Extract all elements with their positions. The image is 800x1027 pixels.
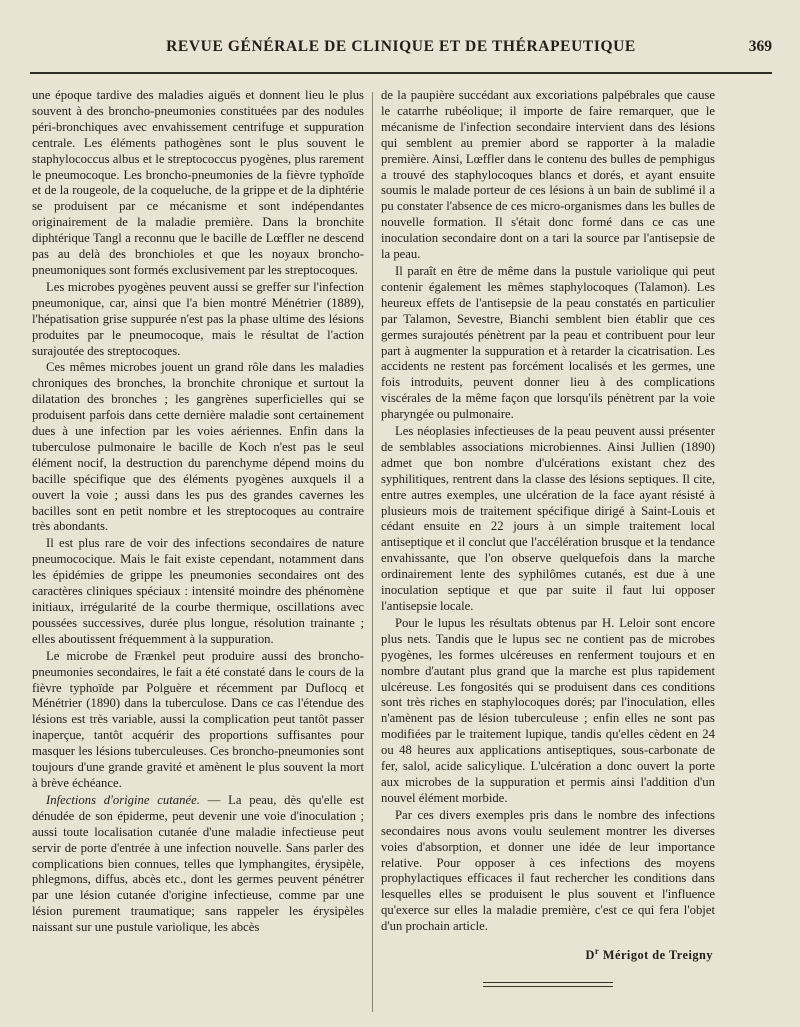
paragraph: Il est plus rare de voir des infections secondaires de nature pneumococique. Mais le fait existe cependant, notamment dans les épidémies de grippe les pneumonies secondaires ont des caractères cliniques spéciaux : intensité moindre des phénomène initiaux, irrégularité de la courbe thermique, oscillations avec poussées successives, durée plus longue, résolution trainante ; elles aboutissent fréquemment à la suppuration.: [32, 536, 364, 646]
paragraph: Les microbes pyogènes peuvent aussi se greffer sur l'infection pneumonique, car, ainsi que l'a bien montré Ménétrier (1889), l'hépatisation grise suppurée n'est pas la phase ultime des lésions produites par le pneumocoque, mais le résultat de l'action surajoutée des streptocoques.: [32, 279, 364, 358]
column-divider: [372, 92, 373, 1012]
section-paragraph: [32, 793, 364, 936]
left-column: [32, 88, 364, 937]
signature-superscript: r: [594, 946, 600, 957]
section-text: — La peau, dès qu'elle est dénudée de son épiderme, peut devenir une voie d'inoculation ; aussi toute localisation cutanée d'une maladie infectieuse peut servir de porte d'entrée à une infection nouvelle. Sans parler des complications bien connues, telles que lymphangites, érysipèle, phlegmons, diffus, abcès etc., dont les germes peuvent pénétrer par une lésion cutanée d'origine infectieuse, comme par une lésion purement traumatique; sans rappeler les érysipèles naissant sur une pustule variolique, les abcès: [32, 792, 364, 935]
header-rule: [30, 72, 772, 74]
signature-name: Mérigot de Treigny: [599, 948, 713, 963]
running-title: REVUE GÉNÉRALE DE CLINIQUE ET DE THÉRAPEUTIQUE: [166, 38, 636, 55]
paragraph: Ces mêmes microbes jouent un grand rôle dans les maladies chroniques des bronches, la bronchite chronique et surtout la dilatation des bronches ; les gangrènes superficielles qui se produisent parfois dans cette dernière maladie sont certainement dues à une infection par les voies aériennes. Enfin dans la tuberculose pulmonaire le bacille de Koch n'est pas le seul élément nocif, la destruction du parenchyme dépend moins du bacille spécifique que des éléments pyogènes auxquels il a ouvert la voie ; aussi dans les pus des grandes cavernes les bacilles sont en petit nombre et les streptocoques au contraire très abondants.: [32, 360, 364, 534]
paragraph: Le microbe de Frænkel peut produire aussi des broncho-pneumonies secondaires, le fait a été constaté dans le cours de la fièvre typhoïde par Polguère et récemment par Duflocq et Ménétrier (1890) dans la tuberculose. Dans ce cas l'étendue des lésions est très variable, aussi la complication peut tantôt passer inaperçue, tantôt acquérir des proportions suffisantes pour masquer les lésions tuberculeuses. Ces broncho-pneumonies sont toujours d'une grande gravité et amènent le plus souvent la mort à brève échéance.: [32, 648, 364, 790]
author-signature: [381, 944, 715, 964]
paragraph: Les néoplasies infectieuses de la peau peuvent aussi présenter de semblables associations microbiennes. Ainsi Jullien (1890) admet que bon nombre d'ulcérations existant chez des syphilitiques, rentrent dans la classe des lésions septiques. Il cite, entre autres exemples, une ulcération de la face ayant résisté à plusieurs mois de traitement spécifique dirigé à Saint-Louis et cédant ensuite en 22 jours à un simple traitement local antiseptique et il conclut que l'accélération brusque et la tendance envahissante, que l'on observe quelquefois dans la marche ordinairement lente des syphilômes cutanés, est due à une inoculation septique et que par suite il faut lui opposer l'antisepsie locale.: [381, 424, 715, 613]
page-number: 369: [748, 38, 772, 55]
section-heading: Infections d'origine cutanée.: [46, 792, 200, 807]
paragraph: une époque tardive des maladies aiguës et donnent lieu le plus souvent à des broncho-pneumonies constituées par des nodules péri-bronchiques avec envahissement centrifuge et suppuration centrale. Les éléments pathogènes sont le plus souvent le staphylococcus albus et le streptococcus pyogènes, plus rarement le pneumocoque. Les broncho-pneumonies de la fièvre typhoïde et de la rougeole, de la coqueluche, de la grippe et de la diphtérie se produisent par ce mécanisme et sont indépendantes originairement de la maladie première. Dans la bronchite diphtérique Tangl a reconnu que le bacille de Lœffler ne descend pas au delà des bronchioles et que les noyaux broncho-pneumoniques sont formés exclusivement par les streptocoques.: [32, 88, 364, 277]
paragraph: Pour le lupus les résultats obtenus par H. Leloir sont encore plus nets. Tandis que le lupus sec ne contient pas de microbes pyogènes, les formes ulcéreuses en renferment toujours et en nombre d'autant plus grand que la marche est plus rapidement ulcéreuse. Les fongosités qui se produisent dans ces conditions sont très riches en staphylocoques dorés; par l'inoculation, elles n'amènent pas de lésion tuberculeuse ; enfin elles ne sont pas modifiées par le traitement lupique, tandis qu'elles cèdent en 24 ou 48 heures aux applications antiseptiques, sous-carbonate de fer, salol, acide salicylique. L'ulcération a donc ouvert la porte aux microbes de la suppuration et permis ainsi l'addition d'un nouvel élément morbide.: [381, 615, 715, 805]
end-rule: [483, 982, 613, 987]
paragraph: de la paupière succédant aux excoriations palpébrales que cause le catarrhe rubéolique; il importe de faire remarquer, que le mécanisme de l'infection secondaire intervient dans des lésions qui semblent au premier abord se rapporter à la maladie première. Ainsi, Lœffler dans le contenu des bulles de pemphigus a trouvé des staphylocoques blancs et dorés, et ayant ensuite soumis le malade porteur de ces lésions à un bain de sublimé il a pu constater l'absence de ces micro-organismes dans les bulles de nouvelle formation. Il s'était donc formé dans ce cas une inoculation secondaire dont on a tari la source par l'antisepsie de la peau.: [381, 88, 715, 262]
paragraph: Il paraît en être de même dans la pustule variolique qui peut contenir également les mêmes staphylocoques (Talamon). Les heureux effets de l'antisepsie de la peau constatés en particulier par Talamon, Sevestre, Bianchi semblent bien établir que ces germes surajoutés pénètrent par la peau et contribuent pour leur part à augmenter la suppuration et à retarder la cicatrisation. Les accidents ne restent pas forcément localisés et les germes, une fois introduits, peuvent donner lieu à des complications viscérales de la même façon que lorsqu'ils pénètrent par la voie pharyngée ou pulmonaire.: [381, 263, 715, 422]
right-column: [381, 88, 715, 987]
page-header: [30, 36, 772, 62]
paragraph: Par ces divers exemples pris dans le nombre des infections secondaires nous avons voulu seulement montrer les diverses voies d'absorption, et donner une idée de leur importance relative. Pour opposer à ces infections des moyens prophylactiques efficaces il faut rechercher les conditions dans lesquelles elles se produisent le plus souvent et l'influence qu'exerce sur elles la maladie première, c'est ce qui fera l'objet d'un prochain article.: [381, 807, 715, 934]
signature-prefix: D: [585, 948, 595, 963]
